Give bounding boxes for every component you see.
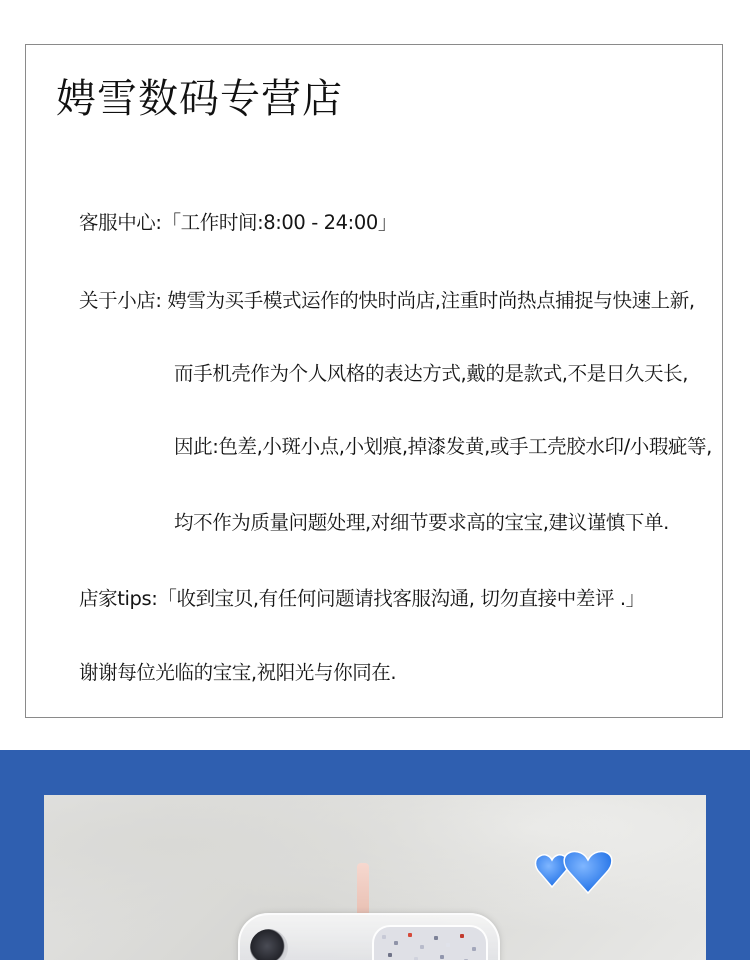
phone-strap bbox=[357, 863, 369, 917]
about-store-line-2: 而手机壳作为个人风格的表达方式,戴的是款式,不是日久天长, bbox=[174, 362, 688, 385]
store-title: 娉雪数码专营店 bbox=[56, 76, 343, 122]
phone-case bbox=[238, 913, 500, 960]
about-store-line-1: 关于小店: 娉雪为买手模式运作的快时尚店,注重时尚热点捕捉与快速上新, bbox=[79, 289, 695, 312]
about-store-line-4: 均不作为质量问题处理,对细节要求高的宝宝,建议谨慎下单. bbox=[174, 511, 669, 534]
product-photo-band bbox=[0, 750, 750, 960]
store-notice-card bbox=[25, 44, 723, 718]
about-store-line-3: 因此:色差,小斑小点,小划痕,掉漆发黄,或手工壳胶水印/小瑕疵等, bbox=[174, 435, 712, 458]
thanks-text: 谢谢每位光临的宝宝,祝阳光与你同在. bbox=[79, 661, 397, 684]
glitter-compartment bbox=[372, 925, 488, 960]
service-hours-text: 客服中心:「工作时间:8:00 - 24:00」 bbox=[79, 211, 397, 234]
camera-lens bbox=[250, 929, 288, 960]
product-photo bbox=[44, 795, 706, 960]
store-tips-text: 店家tips:「收到宝贝,有任何问题请找客服沟通, 切勿直接中差评 .」 bbox=[79, 587, 645, 610]
blue-hearts-icon bbox=[530, 843, 622, 913]
